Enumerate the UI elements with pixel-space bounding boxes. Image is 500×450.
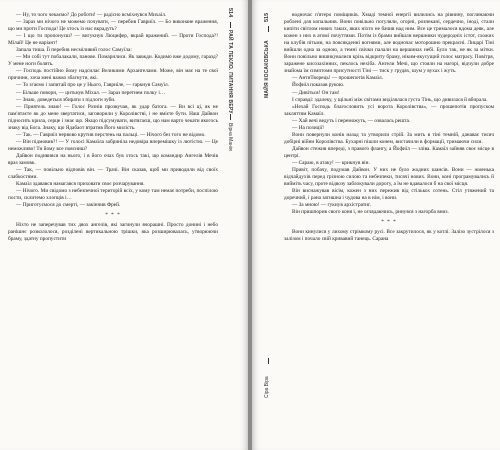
left-running-head xyxy=(224,0,236,450)
paragraph: — Приятель знаю! — Голос Рознів прозвучав, як удар батога. — Ви всі ці, як не пам'ятаєте як до мене звертатися, заговорили у Королівстві, і не вмієте бути. Наш Дайвон підносить крила, серце і знає що. Якщо підсумувати, витягаєш, що нам варто чекати якогось знаку від Бога. Знаку, що Ядабаот втратив Його милість. xyxy=(8,103,218,131)
paragraph: Камаїл здавався намагався приховати своє розчарування. xyxy=(16,181,145,188)
page-number: 514 xyxy=(227,8,233,18)
paragraph: Йофиїл показав рукою. xyxy=(292,82,345,89)
book-subtitle: Сіра Віра xyxy=(264,376,270,398)
paragraph: — Сараю, в атаку! — крикнув він. xyxy=(292,159,370,166)
paragraph: — Хай вечі ведуть і переможуть, — озвалась решта. xyxy=(292,117,411,124)
paragraph: — За мною! — гукнув архістратиг. xyxy=(292,202,371,209)
paragraph: — На позиції! xyxy=(292,124,325,131)
paragraph: — Він підмовив?! — У голосі Камаїла забриніла недовіра вперемішку із лютістю. — Це неможливо! Ти йому все поясниш? xyxy=(8,138,218,152)
paragraph: Привіт, побачу, подумав Дайвон. У них не було жодних шансів. Вони — жменька відчайдухів перед грізною силою та небезпеки, тисячі нових. Вони, коні програмувались й вийміть часу, проте відвозу заблокували дорогу, а їм не вдавалося б на свої місця. xyxy=(284,167,494,188)
right-running-head xyxy=(262,0,274,450)
paragraph: Вони кинулися у лихому стрімкому русі. Все закрутилося, як у котлі. Залізо зустрілося з залізом і почало свій кривавий танець. Сарана xyxy=(284,229,494,243)
section-separator: * * * xyxy=(381,219,397,226)
paragraph: водночас п'ятеро поміщиків. Хмаді темної енергії вилились на рівнину, поглинаючи роблені для копальнив. Вони повільно погуляли, огорні, розпекані, сердечно, іноді, стали кипіти світлом нових таких, яких ніхто не бачив над ним. Все це трималося вдома деяк, але кожен з них в атомі почуттями. Потім із брами вийшли вершники чудеродніх істот, схожих на клубів пітьми, на повсякденні вогнями, але водночас моторошно прекрасні. Лицарі Тіні вийшли одна за одною, а темні свічки палали на вершинах небі. Було так, не як за мітки. Вони повільно вишикувалися крізь відкриту браму, ніким-якусущий голос матрасу. Повітря, заражене кисозахінних, пеклось нехіба. Ангели Мечі, що стояли на нагорі, відчули добре знайома їм симптоми присутності Тіні — тиск у грудях, шум у вухах і жуть. xyxy=(284,12,494,75)
paragraph: — Більше повори, — цитьнув Міхал. — Зараз перетнем полку і… xyxy=(16,89,166,96)
paragraph: «Нехай Господь благословить усі ворота Королівства», — прошепотів пропуском закляттям Камаїл. xyxy=(284,103,494,117)
paragraph: — Так, — повільно відповів він. — Трачі. Він сказав, щоб ми приводили від своїх слабкостями. xyxy=(8,167,218,181)
right-page-body xyxy=(284,12,494,244)
paragraph: Він пришпорив свого коня і, не оглядаючись, ринувся з нагорба вниз. xyxy=(292,209,449,216)
paragraph: — Дивіться! Он там! xyxy=(292,89,340,96)
paragraph: Дайвон подивився на нього, і в його очах був хтось такі, що командир Ангелів Мечів враз замовк. xyxy=(8,152,218,166)
right-page xyxy=(252,0,500,450)
paragraph: — І що ти пропонуєш? — вигукнув Люцифер, вкрай вражений. — Проти Господа?! Мілай! Це не варіант! xyxy=(8,33,218,47)
paragraph: Ніхто не заперечував тих двох ангелів, які загинули вчорашні. Просто донині і небо ранішнє розкололося, розділені вертикальною трішки, яка розширювалась, утворюючи браму, здатну пропустити xyxy=(8,222,218,243)
paragraph: — Так. — Гавриїл нервово крутив перстень на пальці. — Нічого без того не відомо. xyxy=(16,131,206,138)
paragraph: — Господь постійно йому надсилає Великими Архангелами. Може, він має на те свої причини, хоча мені важко збагнути, які. xyxy=(8,68,218,82)
paragraph: — То згаємо і запитай про це у Нього, Гавриїле, — гаркнув Самуїл. xyxy=(16,82,169,89)
paragraph: Запала тиша. Її перебив несміливий голос Самуїла: xyxy=(16,47,132,54)
paragraph: — Ну, то чого чекаємо? До роботи! — радісно всміхнувся Михаїл. xyxy=(16,12,167,18)
left-page-body xyxy=(8,12,218,244)
paragraph: І справді: здалеку, у щільні між світами виділялася густа Тінь, що дивилася й вбирала. xyxy=(292,96,488,103)
paragraph: — АнтиТворець! — прошепотів Камаїл. xyxy=(292,75,383,82)
section-separator: * * * xyxy=(105,212,121,219)
left-page xyxy=(0,0,248,450)
paragraph: Дайвон стежив впереді, з правого флангу, а Йофиїл — зліва. Камаїл зайняв своє місце в центрі. xyxy=(284,145,494,159)
paragraph: — Нічого. Ми свідомо з небезпечної територій всіх, у кому там немає потреби, поспілою пости, склитемо хлопців і… xyxy=(8,188,218,202)
paragraph: Вони повернули конів назад та утворили стрій. За мить в тіні темній, данаває тисяч добірні війни Королівства. Бухарні пішли конем, вистачили в формації, тримаючи сили. xyxy=(284,131,494,145)
paragraph: — Зараз ми нічого не можемо почувати, — перебив Гавриїл. — Бо виконане враження, що ми проти Господа! Це хтось із нас вкрадуть? xyxy=(8,19,218,33)
series-title: РАЙ ТА ПЕКЛО. ПИТАННЯ ВЕРУ xyxy=(227,30,233,114)
paragraph: Він виснажував вісім, кожен з них пережив від стількох сотень. Стіл утяжений та доречний, і рана затишна і чудова на в нім, і вони. xyxy=(284,188,494,202)
paragraph: — Приготуємося до смерті, — закінчив Фрей. xyxy=(16,202,121,209)
author-name: МАЙЯ КОСАКОВСЬКА xyxy=(264,40,270,98)
paragraph: — Ми собі тут побалакали, панове. Помарилися. Як завжди. Кодимо вже додому, гаразд? У мене ноги болять. xyxy=(8,54,218,68)
running-head-rule xyxy=(230,22,231,28)
book-subtitle: Вірна Манія xyxy=(227,123,233,151)
running-head-rule xyxy=(268,26,269,32)
paragraph: — Знаю, доведеться збирати з підлоги зуби. xyxy=(16,96,116,103)
running-head-rule xyxy=(230,114,231,120)
page-number: 515 xyxy=(264,12,270,22)
running-head-rule xyxy=(268,358,269,364)
